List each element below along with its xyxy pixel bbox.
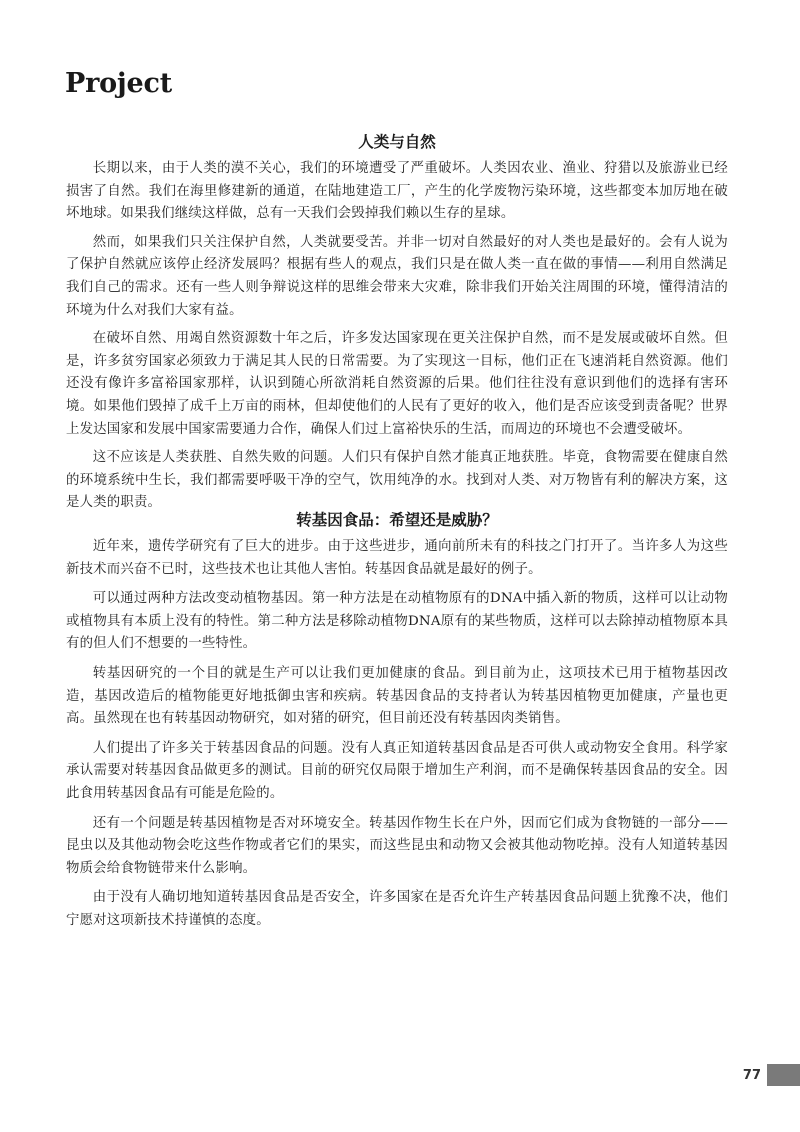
paragraph: 人们提出了许多关于转基因食品的问题。没有人真正知道转基因食品是否可供人或动物安全食用。科学家承认需要对转基因食品做更多的测试。目前的研究仅局限于增加生产利润，而不是确保转基因食品的安全。因此食用转基因食品有可能是危险的。: [66, 740, 728, 801]
page-title: Project: [65, 68, 172, 99]
paragraph: 转基因研究的一个目的就是生产可以让我们更加健康的食品。到目前为止，这项技术已用于植物基因改造，基因改造后的植物能更好地抵御虫害和疾病。转基因食品的支持者认为转基因植物更加健康，产量也更高。虽然现在也有转基因动物研究，如对猪的研究，但目前还没有转基因肉类销售。: [66, 665, 728, 727]
page-footer: [743, 1064, 800, 1086]
paragraph: 这不应该是人类获胜、自然失败的问题。人们只有保护自然才能真正地获胜。毕竟，食物需要在健康自然的环境系统中生长，我们都需要呼吸干净的空气，饮用纯净的水。找到对人类、对万物皆有利的解决方案，这是人类的职责。: [66, 450, 728, 511]
section-heading: 人类与自然: [358, 133, 436, 151]
page-number: 77: [742, 1067, 761, 1083]
section-heading: 转基因食品：希望还是威胁？: [296, 511, 498, 529]
paragraph: 近年来，遗传学研究有了巨大的进步。由于这些进步，通向前所未有的科技之门打开了。当许多人为这些新技术而兴奋不已时，这些技术也让其他人害怕。转基因食品就是最好的例子。: [66, 539, 728, 577]
article-humans-and-nature: [66, 130, 728, 521]
page-tab-marker: [767, 1064, 800, 1086]
paragraph: 然而，如果我们只关注保护自然，人类就要受苦。并非一切对自然最好的对人类也是最好的。会有人说为了保护自然就应该停止经济发展吗？根据有些人的观点，我们只是在做人类一直在做的事情——利用自然满足我们自己的需求。还有一些人则争辩说这样的思维会带来大灾难，除非我们开始关注周围的环境，懂得清洁的环境为什么对我们大家有益。: [66, 234, 728, 318]
paragraph: 还有一个问题是转基因植物是否对环境安全。转基因作物生长在户外，因而它们成为食物链的一部分——昆虫以及其他动物会吃这些作物或者它们的果实，而这些昆虫和动物又会被其他动物吃掉。没有人知道转基因物质会给食物链带来什么影响。: [66, 815, 728, 876]
paragraph: 长期以来，由于人类的漠不关心，我们的环境遭受了严重破坏。人类因农业、渔业、狩猎以及旅游业已经损害了自然。我们在海里修建新的通道，在陆地建造工厂，产生的化学废物污染环境，这些都变本加厉地在破坏地球。如果我们继续这样做，总有一天我们会毁掉我们赖以生存的星球。: [66, 161, 728, 222]
paragraph: 可以通过两种方法改变动植物基因。第一种方法是在动植物原有的DNA中插入新的物质，这样可以让动物或植物具有本质上没有的特性。第二种方法是移除动植物DNA原有的某些物质，这样可以去除掉动植物原本具有的但人们不想要的一些特性。: [66, 591, 728, 652]
paragraph: 在破坏自然、用竭自然资源数十年之后，许多发达国家现在更关注保护自然，而不是发展或破坏自然。但是，许多贫穷国家必须致力于满足其人民的日常需要。为了实现这一目标，他们正在飞速消耗自然资源。他们还没有像许多富裕国家那样，认识到随心所欲消耗自然资源的后果。他们往往没有意识到他们的选择有害环境。如果他们毁掉了成千上万亩的雨林，但却使他们的人民有了更好的收入，他们是否应该受到责备呢？世界上发达国家和发展中国家需要通力合作，确保人们过上富裕快乐的生活，而周边的环境也不会遭受破坏。: [66, 331, 728, 437]
article-gm-food: [66, 508, 728, 940]
paragraph: 由于没有人确切地知道转基因食品是否安全，许多国家在是否允许生产转基因食品问题上犹豫不决，他们宁愿对这项新技术持谨慎的态度。: [66, 890, 728, 928]
